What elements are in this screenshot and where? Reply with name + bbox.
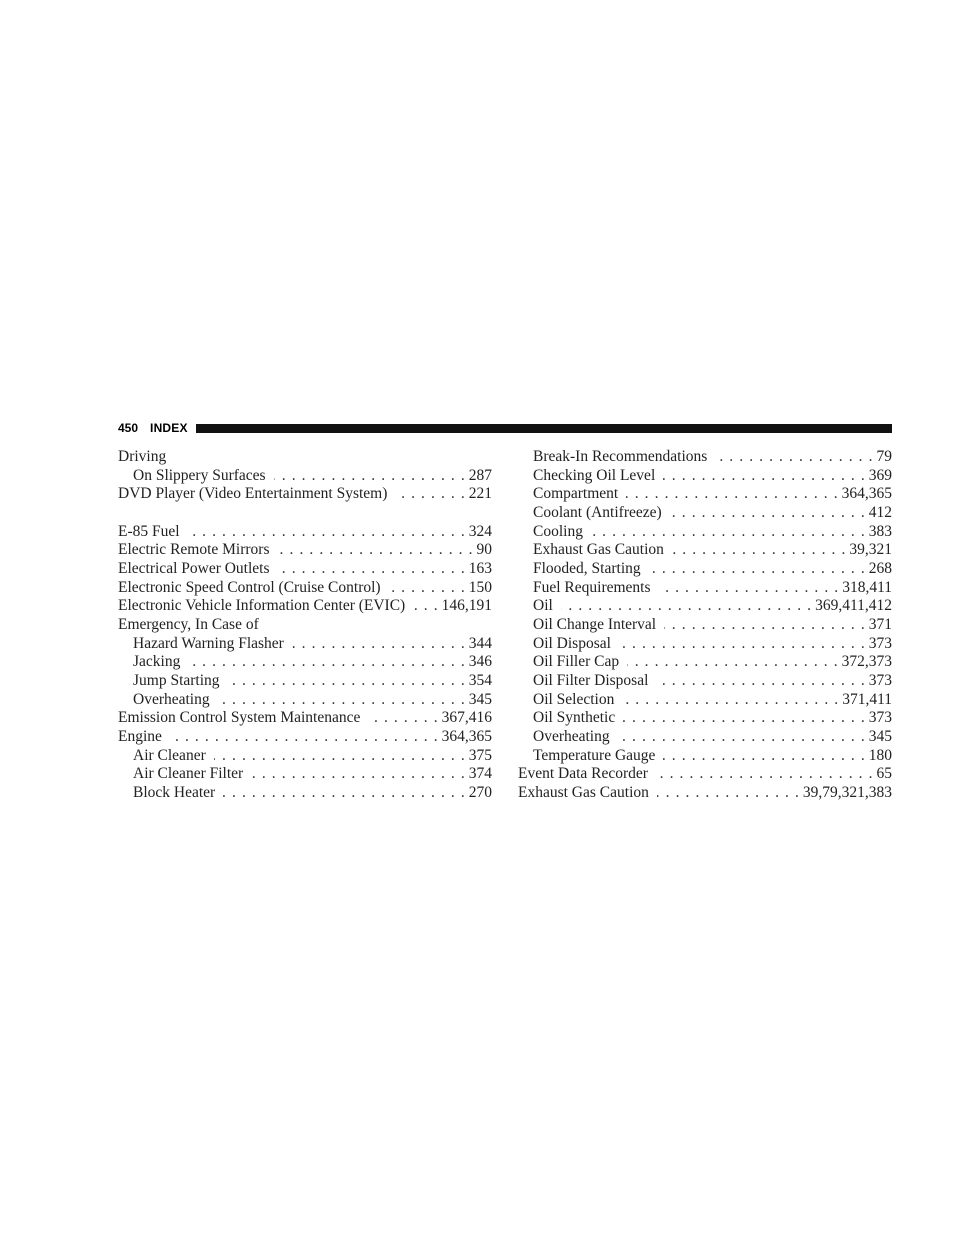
index-term: E-85 Fuel [118, 522, 180, 540]
index-subentry [518, 541, 892, 560]
index-subentry [518, 672, 892, 691]
index-page-refs: 367,416 [441, 709, 492, 727]
index-page-refs: 345 [468, 690, 492, 708]
index-page-refs: 287 [468, 466, 492, 484]
index-subentry [518, 728, 892, 747]
index-page-refs: 369,411,412 [815, 597, 892, 615]
index-page-refs: 371 [868, 616, 892, 634]
index-entry [118, 523, 492, 542]
index-page-refs: 364,365 [841, 485, 892, 503]
index-entry [118, 448, 492, 467]
index-subentry [118, 672, 492, 691]
index-subentry [518, 747, 892, 766]
dot-leader [214, 747, 465, 766]
index-page-refs: 146,191 [441, 597, 492, 615]
dot-leader [656, 672, 864, 691]
dot-leader [251, 765, 465, 784]
dot-leader [170, 728, 438, 747]
index-term: Cooling [533, 522, 583, 540]
dot-leader [664, 616, 865, 635]
index-subentry [518, 597, 892, 616]
dot-leader [663, 747, 864, 766]
dot-leader [591, 523, 865, 542]
index-term: Event Data Recorder [518, 765, 648, 783]
index-entry [118, 485, 492, 504]
index-page-refs: 268 [868, 560, 892, 578]
dot-leader [188, 653, 464, 672]
index-term: Emergency, In Case of [118, 616, 259, 634]
index-term: Electric Remote Mirrors [118, 541, 270, 559]
index-spacer [118, 504, 492, 523]
index-page-refs: 39,321 [849, 541, 892, 559]
index-term: Compartment [533, 485, 619, 503]
dot-leader [657, 784, 799, 803]
index-subentry [518, 485, 892, 504]
dot-leader [389, 579, 465, 598]
dot-leader [663, 467, 865, 486]
index-entry [518, 765, 892, 784]
index-page-refs: 39,79,321,383 [802, 784, 892, 802]
index-term: Electronic Speed Control (Cruise Control) [118, 578, 381, 596]
dot-leader [561, 597, 811, 616]
section-title: INDEX [150, 421, 188, 435]
index-subentry [518, 691, 892, 710]
dot-leader [278, 560, 465, 579]
index-entry [118, 560, 492, 579]
dot-leader [218, 691, 465, 710]
index-term: Oil Filter Disposal [533, 672, 649, 690]
index-term: Engine [118, 728, 162, 746]
index-subentry [118, 467, 492, 486]
dot-leader [395, 485, 464, 504]
index-page-refs: 373 [868, 672, 892, 690]
index-page-refs: 324 [468, 522, 492, 540]
index-column-right [518, 448, 892, 803]
index-term: Exhaust Gas Caution [518, 784, 649, 802]
index-term: Emission Control System Maintenance [118, 709, 361, 727]
index-subentry [518, 635, 892, 654]
index-term: Oil Disposal [533, 634, 611, 652]
index-page-refs: 354 [468, 672, 492, 690]
index-term: Jacking [133, 653, 181, 671]
dot-leader [618, 728, 865, 747]
dot-leader [368, 709, 437, 728]
index-page-refs: 373 [868, 709, 892, 727]
index-subentry [118, 765, 492, 784]
index-term: Oil Synthetic [533, 709, 616, 727]
index-term: Temperature Gauge [533, 746, 656, 764]
index-entry [118, 709, 492, 728]
index-page-refs: 374 [468, 765, 492, 783]
index-term: Electrical Power Outlets [118, 560, 270, 578]
index-page-refs: 371,411 [842, 690, 892, 708]
index-page-refs: 180 [868, 746, 892, 764]
index-term: Oil [533, 597, 553, 615]
index-subentry [118, 653, 492, 672]
dot-leader [274, 467, 465, 486]
index-page-refs: 412 [868, 504, 892, 522]
dot-leader [622, 691, 838, 710]
index-page-refs: 65 [876, 765, 892, 783]
index-page-refs: 79 [876, 448, 892, 465]
index-term: Air Cleaner Filter [133, 765, 244, 783]
index-page-refs: 346 [468, 653, 492, 671]
dot-leader [223, 784, 465, 803]
index-page-refs: 345 [868, 728, 892, 746]
index-subentry [118, 635, 492, 654]
index-subentry [518, 504, 892, 523]
index-term: Air Cleaner [133, 746, 206, 764]
index-subentry [518, 616, 892, 635]
dot-leader [292, 635, 465, 654]
dot-leader [619, 635, 865, 654]
index-term: Checking Oil Level [533, 466, 656, 484]
index-page-refs: 270 [468, 784, 492, 802]
index-page-refs: 364,365 [441, 728, 492, 746]
page-number: 450 [118, 421, 139, 435]
index-entry [118, 541, 492, 560]
dot-leader [659, 579, 839, 598]
index-subentry [518, 709, 892, 728]
index-term: Fuel Requirements [533, 578, 651, 596]
index-page-refs: 150 [468, 578, 492, 596]
index-page-refs: 369 [868, 466, 892, 484]
index-page-refs: 221 [468, 485, 492, 503]
index-term: Overheating [533, 728, 610, 746]
index-term: DVD Player (Video Entertainment System) [118, 485, 388, 503]
index-subentry [118, 691, 492, 710]
index-term: Overheating [133, 690, 210, 708]
index-term: Oil Selection [533, 690, 615, 708]
index-page-refs: 90 [476, 541, 492, 559]
index-term: Flooded, Starting [533, 560, 641, 578]
dot-leader [278, 541, 473, 560]
index-term: Oil Change Interval [533, 616, 657, 634]
index-term: Driving [118, 448, 167, 465]
index-term: Hazard Warning Flasher [133, 634, 284, 652]
index-entry [118, 728, 492, 747]
dot-leader [623, 709, 865, 728]
dot-leader [413, 597, 437, 616]
index-subentry [518, 523, 892, 542]
index-page-refs: 375 [468, 746, 492, 764]
index-page-refs: 383 [868, 522, 892, 540]
index-term: Exhaust Gas Caution [533, 541, 664, 559]
index-page-refs: 163 [468, 560, 492, 578]
page-header [118, 418, 892, 438]
index-page-refs: 373 [868, 634, 892, 652]
index-page-refs: 344 [468, 634, 492, 652]
dot-leader [672, 541, 846, 560]
index-term: Break-In Recommendations [533, 448, 708, 465]
index-entry [118, 597, 492, 616]
index-page-refs: 318,411 [842, 578, 892, 596]
index-subentry [518, 448, 892, 467]
dot-leader [656, 765, 873, 784]
dot-leader [715, 448, 872, 467]
index-subentry [518, 560, 892, 579]
header-rule [196, 424, 892, 433]
dot-leader [188, 523, 465, 542]
index-subentry [518, 653, 892, 672]
index-subentry [518, 579, 892, 598]
index-term: Jump Starting [133, 672, 220, 690]
index-term: Electronic Vehicle Information Center (EVIC) [118, 597, 406, 615]
dot-leader [627, 653, 838, 672]
index-entry [518, 784, 892, 803]
dot-leader [649, 560, 865, 579]
index-entry [118, 579, 492, 598]
index-page-refs: 372,373 [841, 653, 892, 671]
index-subentry [518, 467, 892, 486]
index-entry [118, 616, 492, 635]
index-term: Block Heater [133, 784, 216, 802]
dot-leader [626, 485, 837, 504]
dot-leader [670, 504, 865, 523]
index-column-left [118, 448, 492, 803]
index-term: On Slippery Surfaces [133, 466, 266, 484]
index-subentry [118, 747, 492, 766]
index-term: Oil Filler Cap [533, 653, 620, 671]
dot-leader [228, 672, 465, 691]
index-term: Coolant (Antifreeze) [533, 504, 662, 522]
index-subentry [118, 784, 492, 803]
